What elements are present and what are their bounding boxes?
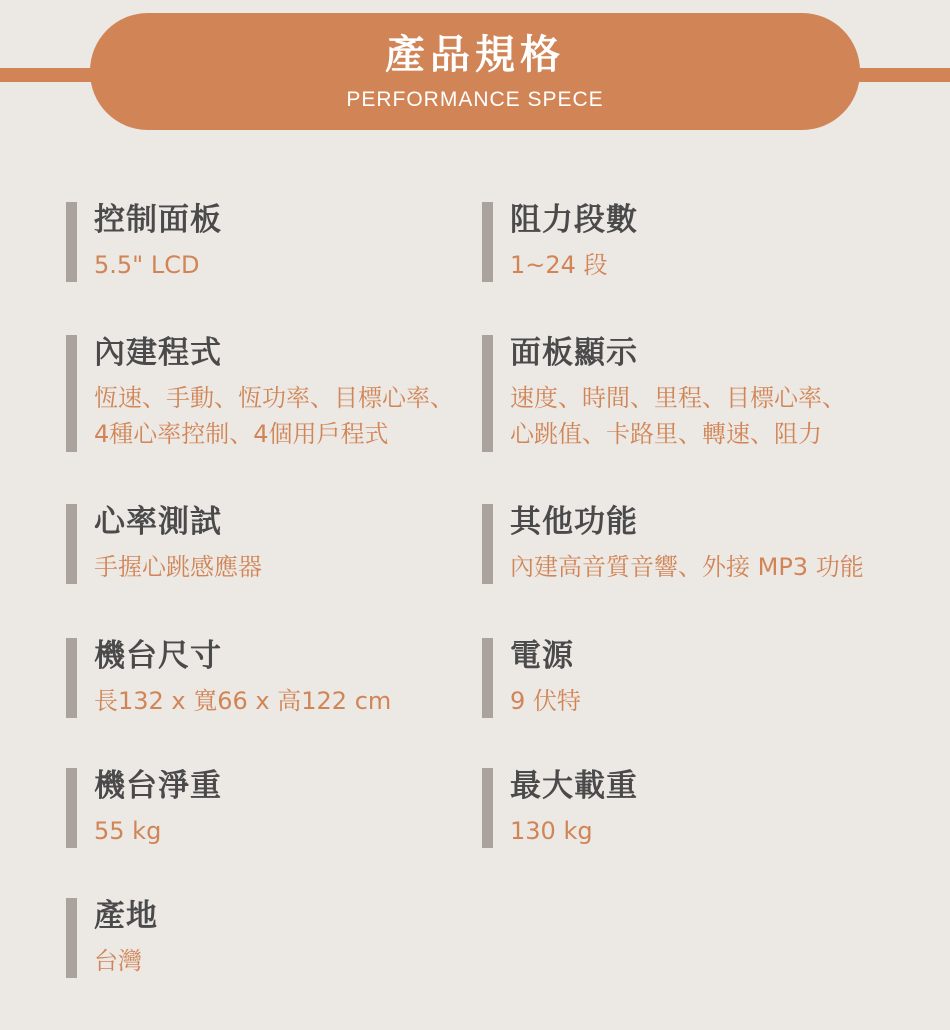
spec-value: 9 伏特	[510, 687, 581, 715]
spec-bar	[66, 638, 77, 718]
spec-label: 其他功能	[510, 504, 638, 540]
spec-value: 速度、時間、里程、目標心率、	[510, 384, 846, 412]
spec-label: 最大載重	[510, 768, 638, 804]
spec-value: 手握心跳感應器	[94, 553, 262, 581]
spec-bar	[482, 202, 493, 282]
spec-value-line2: 4種心率控制、4個用戶程式	[94, 420, 389, 448]
spec-label: 阻力段數	[510, 202, 638, 238]
spec-label: 心率測試	[94, 504, 222, 540]
spec-label: 產地	[94, 898, 158, 934]
header-banner	[90, 13, 860, 130]
spec-value: 55 kg	[94, 817, 162, 845]
spec-bar	[66, 335, 77, 452]
spec-label: 內建程式	[94, 335, 222, 371]
spec-value: 長132 x 寬66 x 高122 cm	[94, 687, 392, 715]
spec-value: 台灣	[94, 947, 142, 975]
spec-label: 控制面板	[94, 202, 222, 238]
spec-bar	[66, 504, 77, 584]
spec-label: 面板顯示	[510, 335, 638, 371]
spec-label: 機台尺寸	[94, 638, 222, 674]
spec-value-line2: 心跳值、卡路里、轉速、阻力	[510, 420, 822, 448]
spec-label: 機台淨重	[94, 768, 222, 804]
spec-bar	[66, 768, 77, 848]
page-title: 產品規格	[385, 32, 565, 78]
spec-value: 5.5" LCD	[94, 251, 200, 279]
spec-bar	[482, 768, 493, 848]
spec-value: 恆速、手動、恆功率、目標心率、	[94, 384, 454, 412]
spec-bar	[482, 335, 493, 452]
spec-bar	[482, 638, 493, 718]
page-subtitle: PERFORMANCE SPECE	[346, 88, 604, 111]
spec-value: 內建高音質音響、外接 MP3 功能	[510, 553, 864, 581]
spec-bar	[482, 504, 493, 584]
spec-bar	[66, 202, 77, 282]
spec-label: 電源	[510, 638, 574, 674]
spec-bar	[66, 898, 77, 978]
spec-value: 130 kg	[510, 817, 593, 845]
spec-value: 1~24 段	[510, 251, 608, 279]
